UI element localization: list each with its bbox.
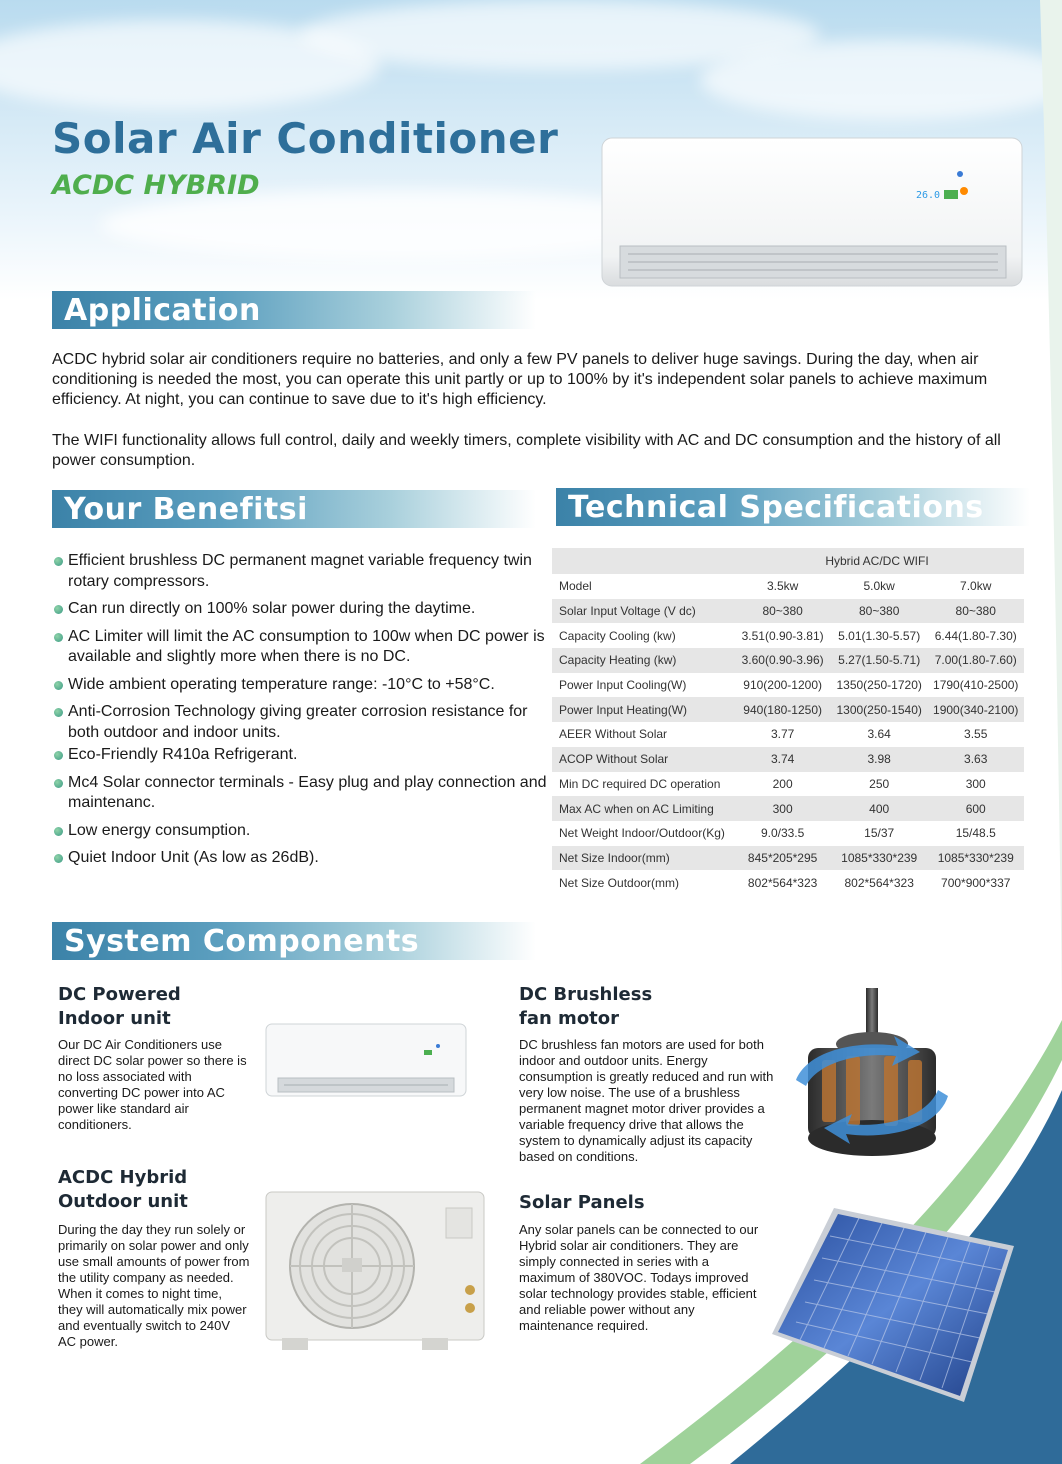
benefit-item: Anti-Corrosion Technology giving greater corrosion resistance for both outdoor and indoor units. (52, 702, 552, 743)
spec-row: Max AC when on AC Limiting 300 400 600 (552, 796, 1024, 821)
section-benefits-title: Your Benefitsi (64, 491, 308, 527)
application-paragraph-1: ACDC hybrid solar air conditioners require no batteries, and only a few PV panels to deliver huge savings. During the day, when air conditioning is needed the most, you can operate this unit partly or up to 100% by it's independent solar panels to achieve maximum efficiency. At night, you can continue to save due to it's high efficiency. (52, 351, 988, 408)
bullet-dot-icon (54, 633, 63, 642)
bullet-dot-icon (54, 854, 63, 863)
bullet-dot-icon (54, 779, 63, 788)
spec-row: Power Input Heating(W) 940(180-1250) 1300(250-1540) 1900(340-2100) (552, 697, 1024, 722)
bullet-dot-icon (54, 827, 63, 836)
page-subtitle: ACDC HYBRID (52, 170, 260, 201)
section-components-title: System Components (64, 923, 420, 959)
application-paragraph-2: The WIFI functionality allows full control, daily and weekly timers, complete visibility with AC and DC consumption and the history of all power consumption. (52, 432, 1001, 469)
spec-row: Net Size Indoor(mm) 845*205*295 1085*330*239 1085*330*239 (552, 846, 1024, 871)
spec-table (552, 548, 1024, 895)
spec-row: Net Size Outdoor(mm) 802*564*323 802*564*323 700*900*337 (559, 875, 1011, 890)
spec-row: Capacity Heating (kw) 3.60(0.90-3.96) 5.27(1.50-5.71) 7.00(1.80-7.60) (552, 648, 1024, 673)
section-specs-title: Technical Specifications (568, 489, 984, 525)
bullet-dot-icon (54, 751, 63, 760)
spec-row: Solar Input Voltage (V dc) 80~380 80~380 80~380 (552, 599, 1024, 624)
bullet-dot-icon (54, 605, 63, 614)
outdoor-unit-image (262, 1188, 490, 1360)
section-specs (556, 488, 1030, 526)
benefit-item: Quiet Indoor Unit (As low as 26dB). (52, 848, 552, 869)
spec-row: Model 3.5kw 5.0kw 7.0kw (559, 579, 992, 594)
motor-title: DC Brushless fan motor (519, 984, 653, 1029)
section-application (52, 291, 536, 329)
section-components (52, 922, 536, 960)
benefit-item: Mc4 Solar connector terminals - Easy plug and play connection and maintenanc. (52, 773, 552, 814)
indoor-unit-title: DC Powered Indoor unit (58, 984, 181, 1029)
spec-row: Min DC required DC operation 200 250 300 (559, 776, 986, 791)
benefit-item: Eco-Friendly R410a Refrigerant. (52, 745, 552, 766)
spec-row: Capacity Cooling (kw) 3.51(0.90-3.81) 5.01(1.30-5.57) 6.44(1.80-7.30) (559, 628, 1017, 643)
spec-row: ACOP Without Solar 3.74 3.98 3.63 (552, 747, 1024, 772)
spec-row: AEER Without Solar 3.77 3.64 3.55 (559, 727, 988, 742)
benefit-item: AC Limiter will limit the AC consumption to 100w when DC power is available and slightly more when there is no DC. (52, 627, 552, 668)
bullet-dot-icon (54, 708, 63, 717)
spec-header-row (552, 548, 1024, 574)
outdoor-unit-title: ACDC Hybrid Outdoor unit (58, 1167, 188, 1212)
spec-header: Hybrid AC/DC WIFI (825, 554, 929, 568)
outdoor-unit-text: During the day they run solely or primarily on solar power and only use small amounts of power from the utility company as needed. When it comes to night time, they will automatically mix power and eventually switch to 240V AC power. (58, 1222, 250, 1349)
section-benefits (52, 490, 536, 528)
motor-text: DC brushless fan motors are used for both indoor and outdoor units. Energy consumption is greatly reduced and run with very low noise. The use of a brushless permanent magnet motor driver provides a variable frequency drive that allows the system to dynamically adjust its capacity based on conditions. (519, 1037, 774, 1164)
indoor-unit-display: 26.0 (916, 190, 941, 201)
benefit-item: Efficient brushless DC permanent magnet variable frequency twin rotary compressors. (52, 551, 552, 592)
bullet-dot-icon (54, 681, 63, 690)
page-title: Solar Air Conditioner (52, 114, 559, 163)
fan-motor-image (788, 988, 956, 1164)
benefits-list (52, 551, 552, 876)
solar-panels-text: Any solar panels can be connected to our Hybrid solar air conditioners. They are simply connected in series with a maximum of 380VOC. Todays improved solar technology provides stable, efficient and reliable power without any maintenance required. (519, 1222, 759, 1333)
section-application-title: Application (64, 292, 261, 328)
spec-row: Power Input Cooling(W) 910(200-1200) 1350(250-1720) 1790(410-2500) (559, 678, 1019, 693)
solar-panel-image (764, 1184, 1020, 1410)
solar-panels-title: Solar Panels (519, 1192, 645, 1213)
bullet-dot-icon (54, 557, 63, 566)
benefit-item: Can run directly on 100% solar power during the daytime. (52, 599, 552, 620)
indoor-unit-image (264, 1022, 470, 1100)
indoor-unit-text: Our DC Air Conditioners use direct DC solar power so there is no loss associated with converting DC power into AC power like standard air conditioners. (58, 1037, 247, 1132)
benefit-item: Wide ambient operating temperature range: -10°C to +58°C. (52, 675, 578, 696)
indoor-unit-hero-image (598, 134, 1030, 296)
benefit-item: Low energy consumption. (52, 821, 552, 842)
spec-row: Net Weight Indoor/Outdoor(Kg) 9.0/33.5 15/37 15/48.5 (559, 826, 996, 841)
